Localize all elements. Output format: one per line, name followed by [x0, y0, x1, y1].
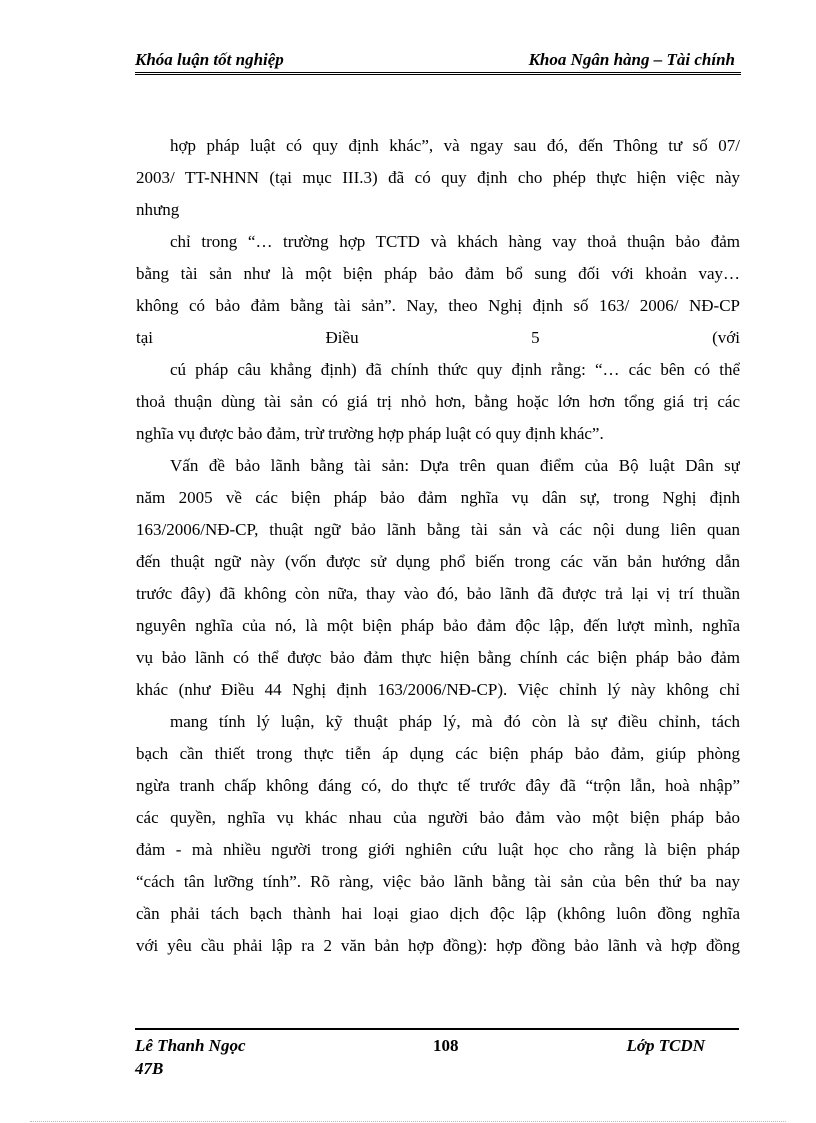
footer-author-name: Lê Thanh Ngọc	[135, 1036, 246, 1055]
text-line: mang tính lý luận, kỹ thuật pháp lý, mà đó còn là sự điều chỉnh, tách	[170, 712, 740, 731]
page-footer	[135, 1028, 739, 1078]
text-line: cú pháp câu khẳng định) đã chính thức quy định rằng: “… các bên có thể	[170, 360, 740, 379]
text-line: đến thuật ngữ này (vốn được sử dụng phổ biến trong các văn bản hướng dẫn	[136, 552, 740, 571]
page-header	[135, 48, 741, 75]
text-line: 163/2006/NĐ-CP, thuật ngữ bảo lãnh bằng tài sản và các nội dung liên quan	[136, 520, 740, 539]
text-line: nguyên nghĩa của nó, là một biện pháp bảo đảm độc lập, đến lượt mình, nghĩa	[136, 616, 740, 635]
footer-class-name: Lớp TCDN	[626, 1036, 705, 1055]
text-line: năm 2005 về các biện pháp bảo đảm nghĩa vụ dân sự, trong Nghị định	[136, 488, 740, 507]
text-line: tại Điều 5 (với	[136, 328, 740, 347]
text-line: “cách tân lưỡng tính”. Rõ ràng, việc bảo lãnh bằng tài sản của bên thứ ba nay	[136, 872, 740, 891]
text-line: với yêu cầu phải lập ra 2 văn bản hợp đồng): hợp đồng bảo lãnh và hợp đồng	[136, 936, 740, 955]
text-line: Vấn đề bảo lãnh bằng tài sản: Dựa trên quan điểm của Bộ luật Dân sự	[170, 456, 740, 475]
page-number: 108	[433, 1036, 459, 1055]
text-line: 2003/ TT-NHNN (tại mục III.3) đã có quy định cho phép thực hiện việc này	[136, 168, 740, 187]
text-line: nghĩa vụ được bảo đảm, trừ trường hợp pháp luật có quy định khác”.	[136, 424, 604, 443]
text-line: cần phải tách bạch thành hai loại giao dịch độc lập (không luôn đồng nghĩa	[136, 904, 740, 923]
text-line: trước đây) đã không còn nữa, thay vào đó, bảo lãnh đã được trả lại vị trí thuần	[136, 584, 740, 603]
text-line: vụ bảo lãnh có thể được bảo đảm thực hiện bằng chính các biện pháp bảo đảm	[136, 648, 740, 667]
text-line: đảm - mà nhiều người trong giới nghiên cứu luật học cho rằng là biện pháp	[136, 840, 740, 859]
text-line: khác (như Điều 44 Nghị định 163/2006/NĐ-CP). Việc chỉnh lý này không chỉ	[136, 680, 740, 699]
text-line: nhưng	[136, 200, 180, 219]
text-line: chỉ trong “… trường hợp TCTD và khách hàng vay thoả thuận bảo đảm	[170, 232, 740, 251]
text-line: thoả thuận dùng tài sản có giá trị nhỏ hơn, bằng hoặc lớn hơn tổng giá trị các	[136, 392, 740, 411]
text-line: bằng tài sản như là một biện pháp bảo đảm bổ sung đối với khoản vay…	[136, 264, 740, 283]
body-text	[136, 130, 740, 962]
text-line: bạch cần thiết trong thực tiễn áp dụng các biện pháp bảo đảm, giúp phòng	[136, 744, 740, 763]
header-thesis-title: Khóa luận tốt nghiệp	[135, 50, 284, 69]
text-line: hợp pháp luật có quy định khác”, và ngay sau đó, đến Thông tư số 07/	[170, 136, 740, 155]
text-line: ngừa tranh chấp không đáng có, do thực tế trước đây đã “trộn lẫn, hoà nhập”	[136, 776, 740, 795]
text-line: các quyền, nghĩa vụ khác nhau của người bảo đảm vào một biện pháp bảo	[136, 808, 740, 827]
page-bottom-divider	[30, 1121, 786, 1122]
header-faculty-name: Khoa Ngân hàng – Tài chính	[528, 50, 735, 69]
text-line: không có bảo đảm bằng tài sản”. Nay, theo Nghị định số 163/ 2006/ NĐ-CP	[136, 296, 740, 315]
footer-author-cohort: 47B	[135, 1059, 164, 1078]
